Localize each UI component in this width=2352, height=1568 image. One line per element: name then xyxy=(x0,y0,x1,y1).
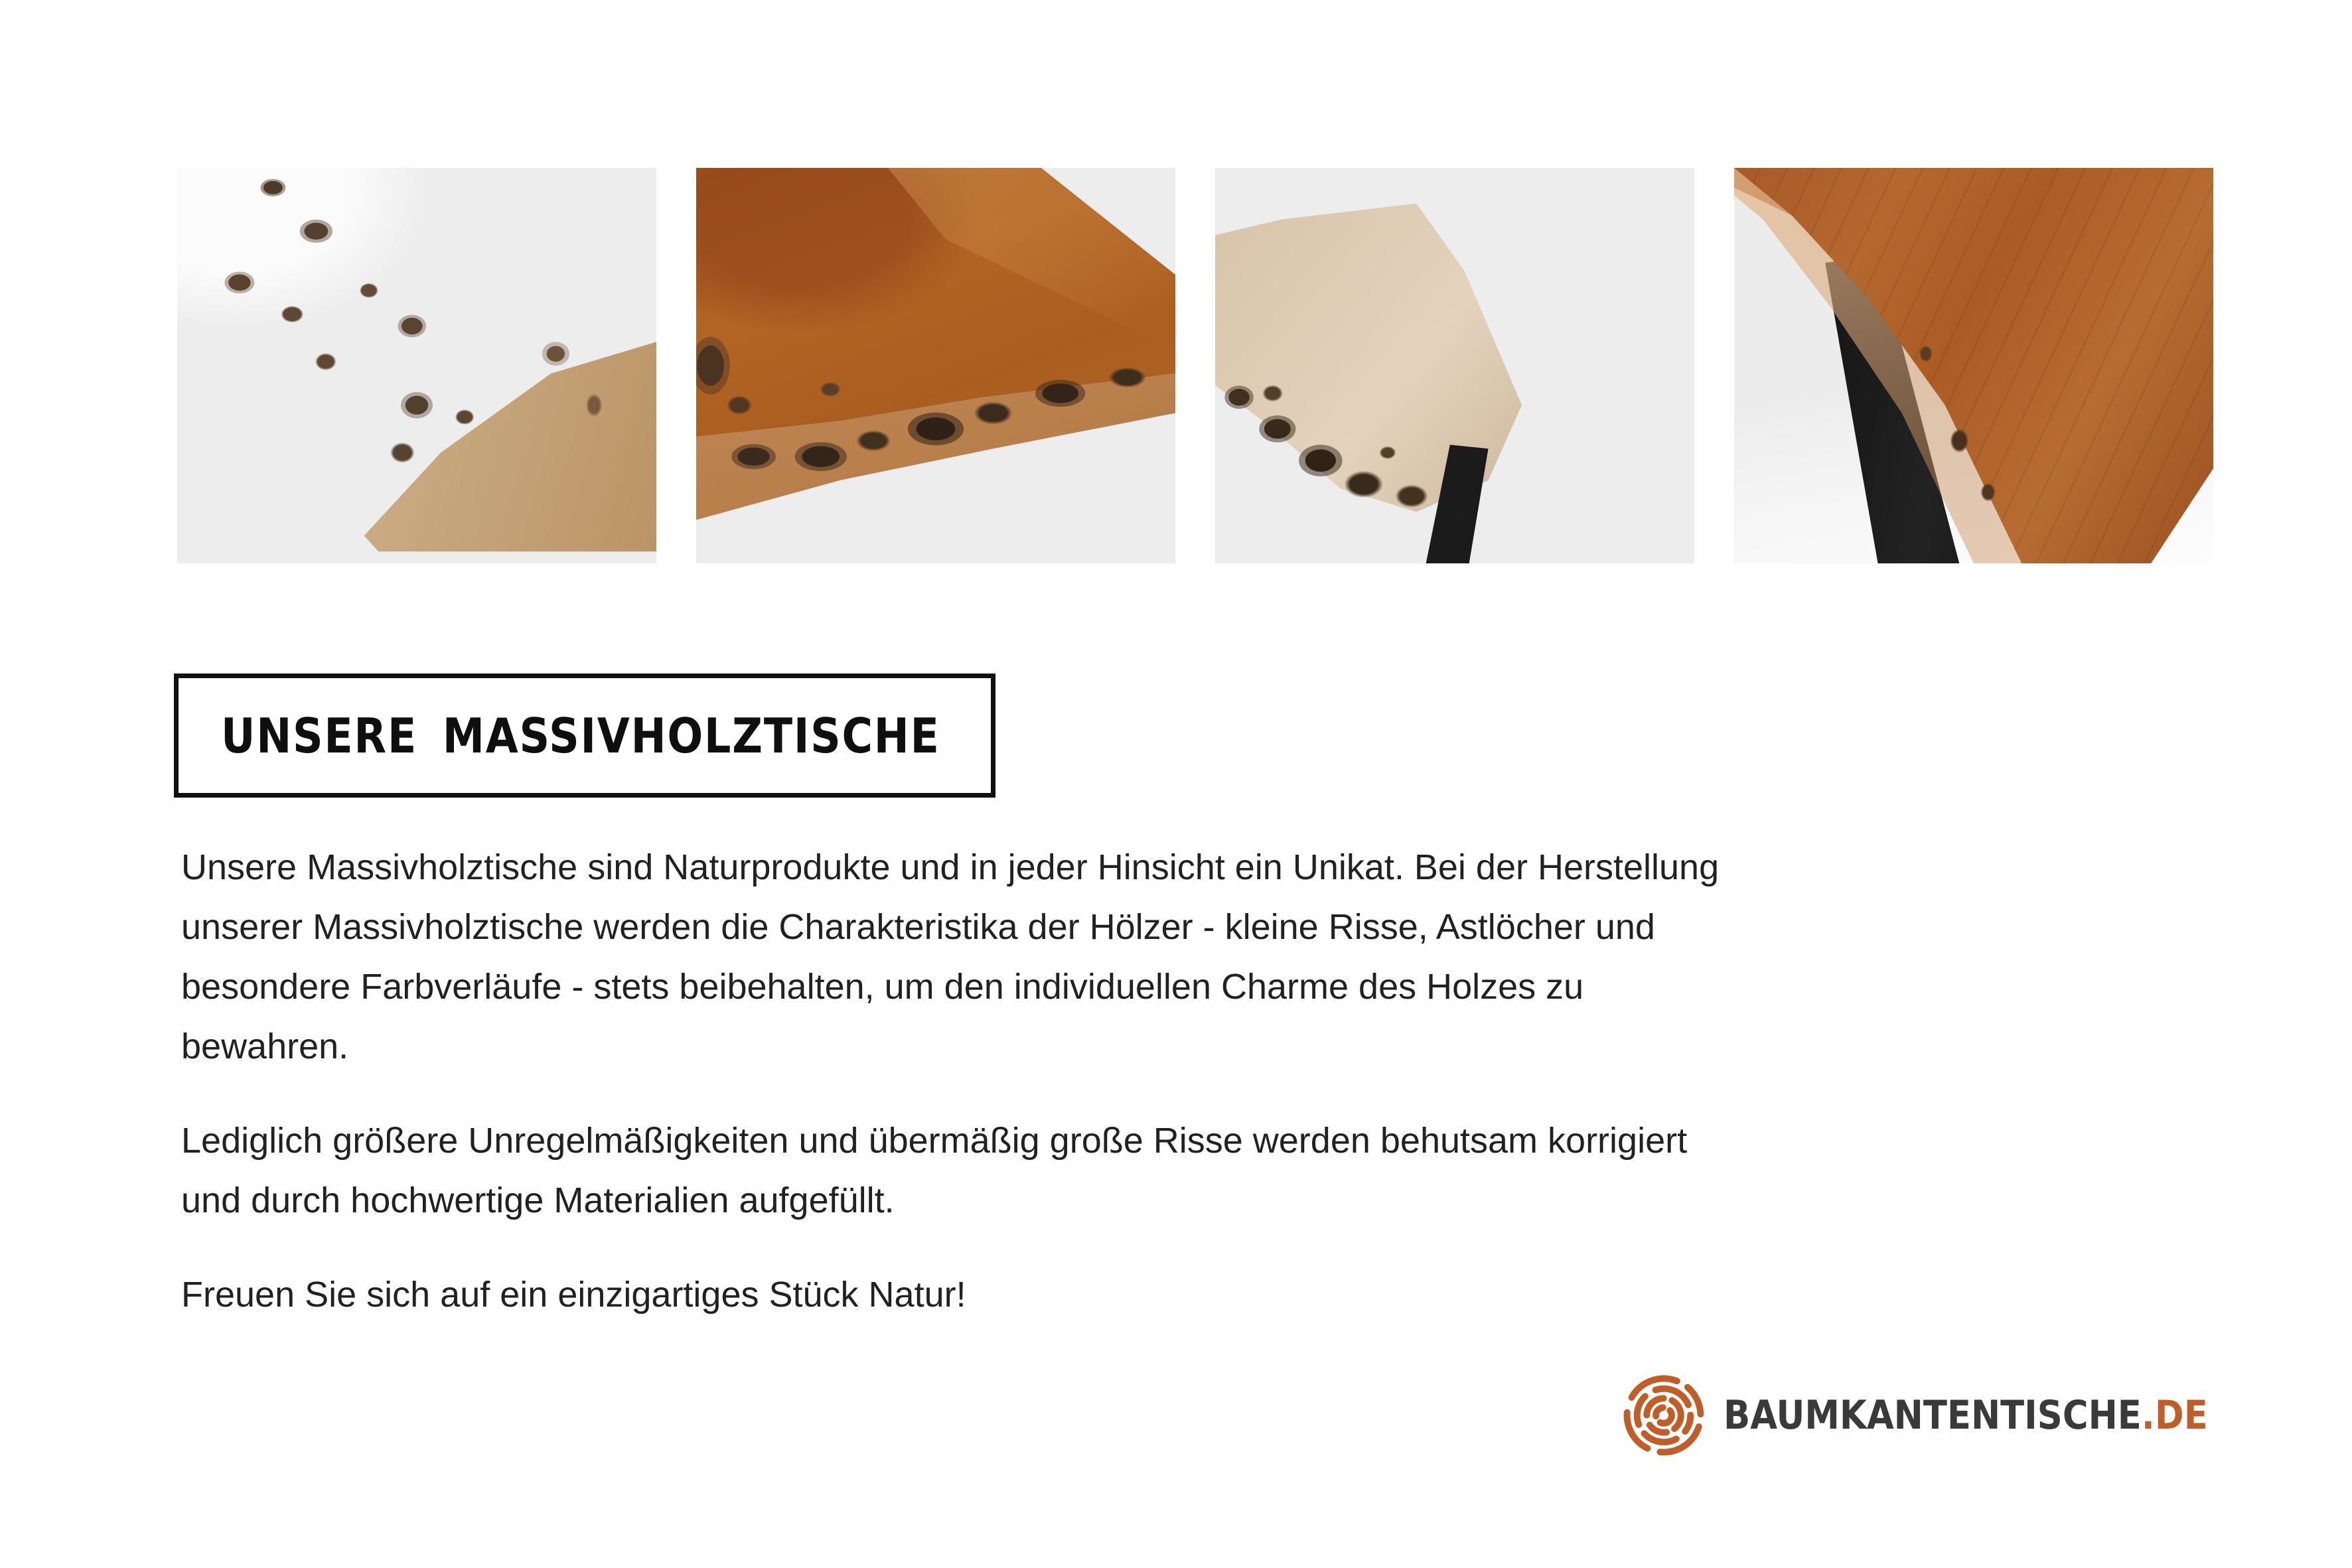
body-copy xyxy=(181,837,2172,1359)
photo-wood-corner-light xyxy=(177,168,656,563)
paragraph-line: bewahren. xyxy=(181,1027,349,1066)
wood-knots xyxy=(696,168,1175,563)
paragraph-closing xyxy=(181,1265,2172,1324)
paragraph-line: Freuen Sie sich auf ein einzigartiges Stück Natur! xyxy=(181,1275,966,1315)
brand-word: BAUMKANTENTISCHE xyxy=(1724,1392,2142,1439)
paragraph-corrections xyxy=(181,1111,2172,1230)
photo-plank-edge-leg xyxy=(1734,168,2213,563)
paragraph-line: Unsere Massivholztische sind Naturprodukte und in jeder Hinsicht ein Unikat. Bei der Herstellung xyxy=(181,847,1720,887)
brand-name xyxy=(1724,1392,2208,1439)
section-heading-box xyxy=(174,674,995,798)
wood-knots xyxy=(177,168,656,563)
paragraph-line: unserer Massivholztische werden die Charakteristika der Hölzer - kleine Risse, Astlöcher und xyxy=(181,907,1655,947)
paragraph-line: besondere Farbverläufe - stets beibehalten, um den individuellen Charme des Holzes zu xyxy=(181,967,1584,1007)
paragraph-intro xyxy=(181,837,2172,1076)
section-heading: UNSERE MASSIVHOLZTISCHE xyxy=(221,707,940,764)
paragraph-line: und durch hochwertige Materialien aufgefüllt. xyxy=(181,1180,895,1220)
photo-slab-underside-leg xyxy=(1215,168,1694,563)
photo-gallery xyxy=(177,168,2213,563)
photo-tabletop-live-edge xyxy=(696,168,1175,563)
brand-logo xyxy=(1620,1372,2274,1459)
tree-rings-icon xyxy=(1620,1372,1708,1459)
brand-tld: .DE xyxy=(2141,1392,2208,1439)
paragraph-line: Lediglich größere Unregelmäßigkeiten und übermäßig große Risse werden behutsam korrigiert xyxy=(181,1121,1688,1161)
wood-knots xyxy=(1734,168,2213,563)
